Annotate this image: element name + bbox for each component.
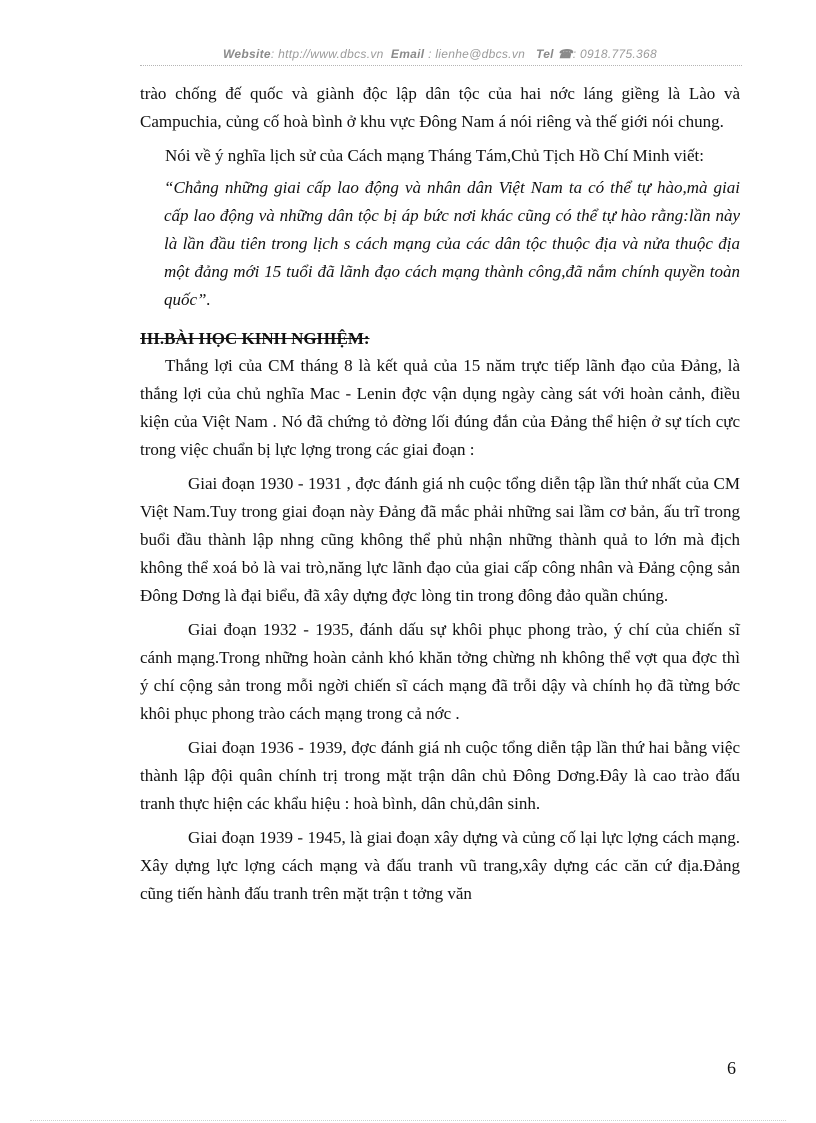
email-label: Email	[390, 47, 425, 61]
paragraph-period-1939: Giai đoạn 1939 - 1945, là giai đoạn xây dựng và củng cố lại lực lợng cách mạng. Xây dựng lực lợng cách mạng và đấu tranh vũ trang,xây dựng các căn cứ địa.Đảng cũng tiến hành đấu tranh trên mặt trận t tởng văn	[140, 828, 740, 903]
footer-divider	[30, 1120, 786, 1121]
paragraph-period-1936: Giai đoạn 1936 - 1939, đợc đánh giá nh cuộc tổng diễn tập lần thứ hai bằng việc thành lập đội quân chính trị trong mặt trận dân chủ Đông Dơng.Đây là cao trào đấu tranh thực hiện các khẩu hiệu : hoà bình, dân chủ,dân sinh.	[140, 738, 740, 813]
website-value: : http://www.dbcs.vn	[270, 47, 384, 61]
paragraph-lessons-intro: Thắng lợi của CM tháng 8 là kết quả của 15 năm trực tiếp lãnh đạo của Đảng, là thắng lợi của chủ nghĩa Mac - Lenin đợc vận dụng ngày càng sát với hoàn cảnh, điều kiện của Việt Nam . Nó đã chứng tỏ đờng lối đúng đắn của Đảng thể hiện ở sự tích cực trong việc chuẩn bị lực lợng trong các giai đoạn :	[140, 356, 740, 459]
paragraph-period-1932: Giai đoạn 1932 - 1935, đánh dấu sự khôi phục phong trào, ý chí của chiến sĩ cánh mạng.Trong những hoàn cảnh khó khăn tởng chừng nh không thể vợt qua đợc thì ý chí cộng sản trong mỗi ngời chiến sĩ cách mạng đã trỗi dậy và chính họ đã từng bớc khôi phục phong trào cách mạng trong cả nớc .	[140, 620, 740, 723]
header-divider	[140, 65, 742, 66]
page-header	[140, 47, 740, 61]
paragraph-continuation: trào chống đế quốc và giành độc lập dân tộc của hai nớc láng giềng là Lào và Campuchia, củng cố hoà bình ở khu vực Đông Nam á nói riêng và thế giới nói chung.	[140, 84, 740, 131]
section-heading: III.BÀI HỌC KINH NGHIỆM:	[140, 329, 370, 348]
ho-chi-minh-quote: “Chẳng những giai cấp lao động và nhân dân Việt Nam ta có thể tự hào,mà giai cấp lao động và những dân tộc bị áp bức nơi khác cũng có thể tự hào rằng:lần này là lần đầu tiên trong lịch s cách mạng của các dân tộc thuộc địa và nửa thuộc địa một đảng mới 15 tuổi đã lãnh đạo cách mạng thành công,đã nắm chính quyền toàn quốc”.	[164, 178, 740, 309]
paragraph-period-1930: Giai đoạn 1930 - 1931 , đợc đánh giá nh cuộc tổng diễn tập lần thứ nhất của CM Việt Nam.Tuy trong giai đoạn này Đảng đã mắc phải những sai lầm cơ bản, ấu trĩ trong buổi đầu thành lập nhng cũng không thể phủ nhận những thành quả to lớn mà địch không thể xoá bỏ là vai trò,năng lực lãnh đạo của giai cấp công nhân và Đảng cộng sản Đông Dơng là đại biểu, đã xây dựng đợc lòng tin trong đông đảo quần chúng.	[140, 474, 740, 605]
paragraph-intro-quote: Nói về ý nghĩa lịch sử của Cách mạng Tháng Tám,Chủ Tịch Hồ Chí Minh viết:	[165, 146, 704, 165]
website-label: Website	[223, 47, 271, 61]
document-body	[140, 80, 740, 908]
tel-value: : 0918.775.368	[572, 47, 657, 61]
tel-label: Tel ☎	[536, 47, 573, 61]
page-number: 6	[727, 1058, 736, 1078]
email-value: : lienhe@dbcs.vn	[428, 47, 526, 61]
